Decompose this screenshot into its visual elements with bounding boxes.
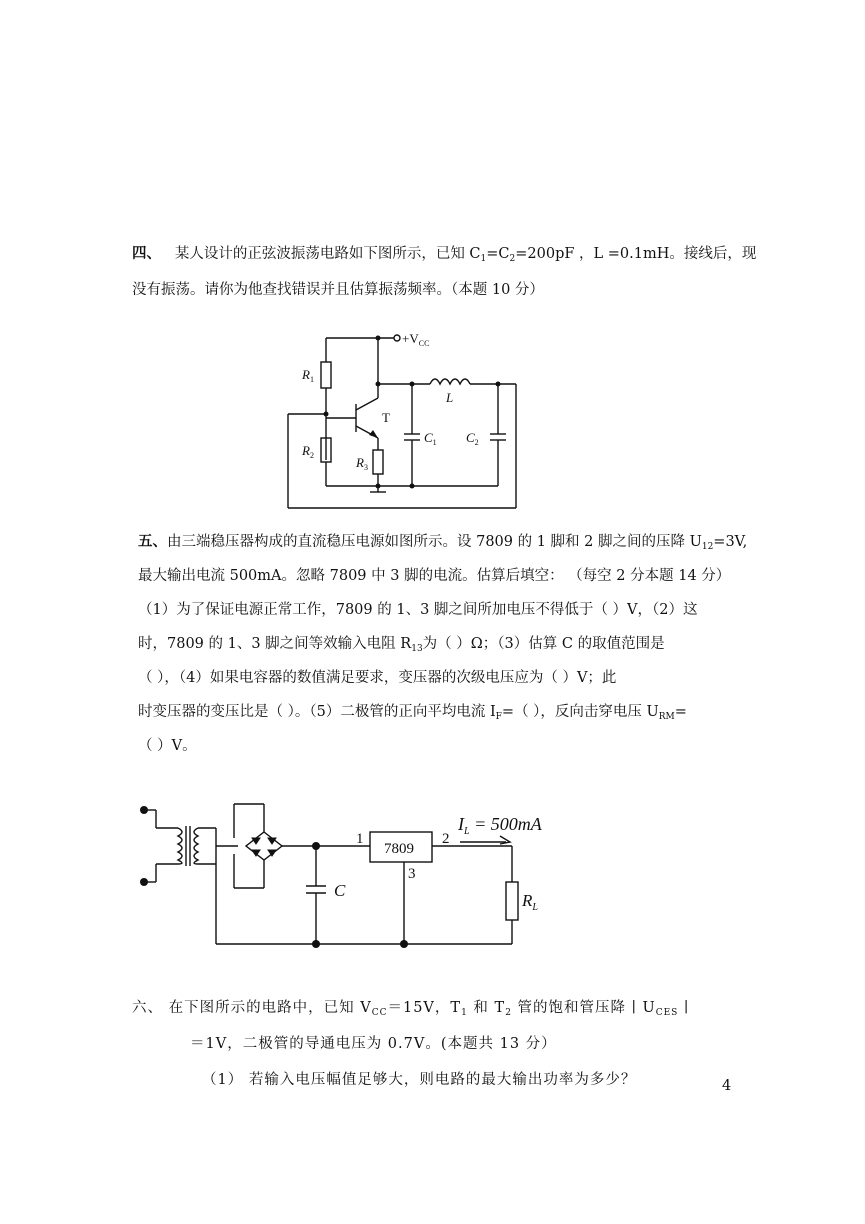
transistor-label: T [382,410,390,425]
load-current-label: $I_L = 500mA$ [458,814,542,837]
oscillator-circuit-diagram [280,326,530,514]
question-5-line-4: 时，7809 的 1、3 脚之间等效输入电阻 $R_{13}$为（ ）Ω；（3）估算 C 的取值范围是 [138,636,665,654]
r3-label: $R_3$ [356,455,368,472]
question-6-text [132,990,732,1098]
question-4-number: 四、 [132,245,161,262]
question-5-line-1: 五、由三端稳压器构成的直流稳压电源如图所示。设 7809 的 1 脚和 2 脚之间的压降 $U_{12}=3V$, [138,533,748,552]
r2-label: $R_2$ [302,443,314,460]
load-resistor-label: $R_L$ [522,891,538,913]
question-6-line-3: （1） 若输入电压幅值足够大，则电路的最大输出功率为多少？ [202,1072,637,1088]
question-5-line-5: （ ），（4）如果电容器的数值满足要求，变压器的次级电压应为（ ）V；此 [138,670,617,686]
question-6-line-1: 六、 在下图所示的电路中，已知 $V_{CC}=15V$，$T_1$ 和 $T_2$ 管的饱和管压降 ∣ $U_{CES}$ ∣ [132,1000,690,1018]
question-5-text [138,524,747,762]
page-number: 4 [722,1078,732,1094]
c2-label: $C_2$ [466,430,479,447]
r1-label: $R_1$ [302,367,314,384]
question-4-line-2: 没有振荡。请你为他查找错误并且估算振荡频率。（本题 10 分） [132,282,544,298]
regulator-label: 7809 [384,841,414,857]
question-4-text [132,236,756,308]
question-5-line-6: 时变压器的变压比是（ ）。（5）二极管的正向平均电流 $I_F=$（ ），反向击穿电压 $U_{RM}=$ [138,704,687,722]
regulated-supply-diagram [130,798,560,954]
question-5-line-2: 最大输出电流 500mA。忽略 7809 中 3 脚的电流。估算后填空： （每空 2 分本题 14 分） [138,568,731,584]
inductor-label: L [446,390,454,405]
vcc-label: $+V_{CC}$ [402,331,430,348]
question-5-line-7: （ ）V。 [138,738,197,754]
pin-1-label: 1 [356,831,364,847]
capacitor-label: C [334,881,346,900]
question-5-line-3: （1）为了保证电源正常工作，7809 的 1、3 脚之间所加电压不得低于（ ）V，（2）这 [138,602,698,618]
pin-3-label: 3 [408,866,416,882]
c1-label: $C_1$ [424,430,437,447]
pin-2-label: 2 [442,831,450,847]
question-4-line-1: 四、 某人设计的正弦波振荡电路如下图所示，已知 $C_1=C_2=200pF$ ，L =0.1mH。接线后，现 [132,245,757,264]
question-6-line-2: ＝1V，二极管的导通电压为 0.7V。(本题共 13 分） [190,1036,557,1052]
